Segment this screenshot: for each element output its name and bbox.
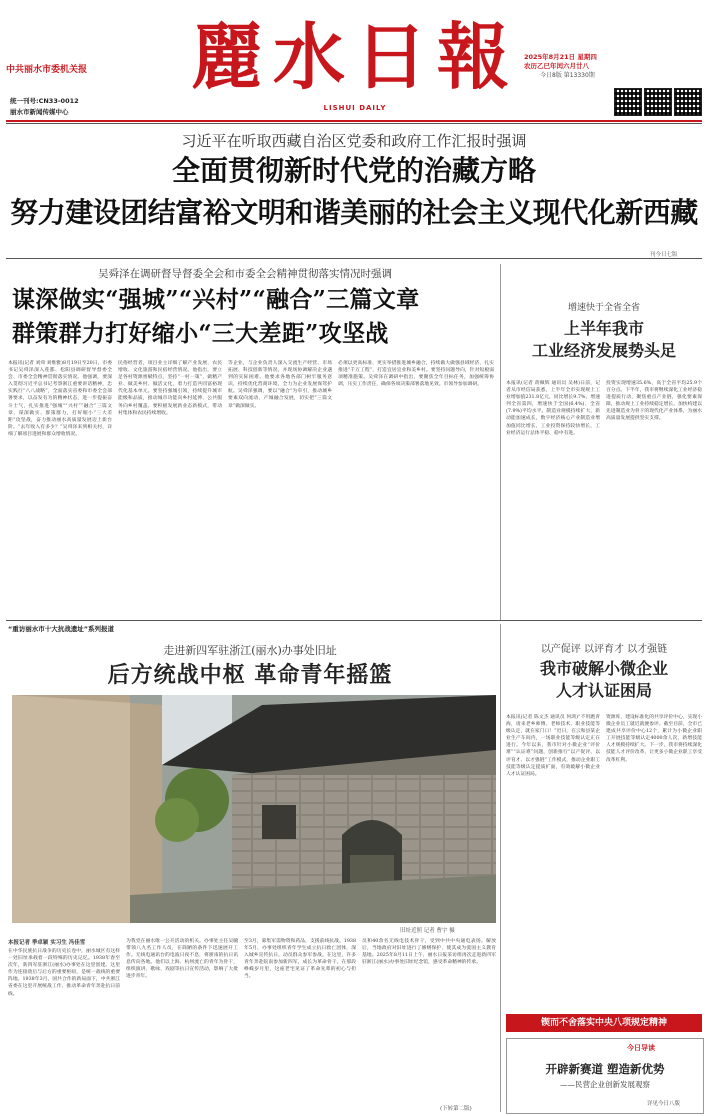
revolution-byline: 本报记者 季卓颖 实习生 冯佳雪 (8, 940, 86, 946)
revolution-column-3: 至3月，募集军需物资和药品，支援前线抗战。1938年5月，办事处组织青年学生成立抗日救亡团体，深入城乡宣传抗日，动员群众参军参战。在这里，许多青年奔赴皖南参加新四军，成长为革命骨干。在那段峥嵘岁月里，这座老宅见证了革命先辈的初心与担当。 (244, 939, 356, 980)
story2-column-2: 民俗经营者，项目业主详细了解产业发展、农民增收、文化旅游和民宿经营情况。他指出，要立足各村资源禀赋特点，坚持“一村一策”，做精产业、做美乡村、做活文化，着力打造共同富裕现代化基本单元。要坚持强城引领，持续提升城市能级和品质，推动城市功能向乡村延伸、公共服务向乡村覆盖。要积极发展新业态新模式，带动村集体和农民持续增收。 (118, 361, 222, 416)
column-divider-lower (500, 624, 501, 1112)
masthead-rule (6, 120, 702, 122)
masthead-title-en: LISHUI DAILY (323, 104, 387, 112)
series-label[interactable]: “重访丽水市十大抗战遗址”系列报道 (8, 625, 115, 633)
promo-headline: 开辟新赛道 塑造新优势 (545, 1062, 665, 1076)
story2-column-3: 等企业，与企业负责人深入交流生产经营、市场拓展、科技创新等情况，并现场协调解决企业遇到的实际困难。他要求各地各部门树牢服务意识，持续优化营商环境，全力为企业发展保驾护航。吴舜泽强调，要以“融合”为牵引，推动城乡要素双向流动、产城融合发展，切实把“三篇文章”做深做实。 (228, 361, 332, 409)
economy-column-1: 本报讯(记者 蒋佩辉 通讯员 吴林)日前，记者从市经信局获悉，上半年全市实现规上工业增加值231.8亿元，同比增长9.7%，增速列全省第四，增速快于全国(6.4%)、全省(7.9%)平均水平。制造业规模持续扩大，新动能加速成长，数字经济核心产业制造业增加值同比增长，工业投资保持较快增长，工业经济运行总体平稳、稳中有进。 (506, 381, 600, 436)
lunar-date: 农历乙巳年闰六月廿八 (524, 62, 589, 70)
sme-headline-1[interactable]: 我市破解小微企业 (539, 659, 668, 678)
revolution-column-2: 为我党在丽水唯一公开活动的机关。办事处主任吴毓带领八九名工作人员，在简陋的条件下迅速展开工作。无线电通讯台的电波日夜不息，将浙南的抗日讯息传向各地。他们以上海、杭州流亡的青年为骨干，组织演讲、歌咏、戏剧等抗日宣传活动，影响了大批进步青年。 (126, 939, 238, 980)
sme-column-1: 本报讯(记者 陈文杰 通讯员 何鸿)“不用跑青海，请来老乡师傅、老师技术、职业技能等级认定，就在家门口！”近日，在云和县某企业生产车间内，一场职业技能等级认定正在进行。今年以来，我市针对小微企业“评价难”“认证难”问题，创新推行“以产促评、以评育才、以才强链”工作模式，推动企业职工技能等级认定提质扩面，有效破解小微企业人才认证困局。 (506, 715, 600, 777)
story2-column-1: 本报讯(记者 刘舜 刘维雅)8月19日至20日，市委书记吴舜泽深入莲都、松阳县调研督导督委全会、市委全会精神贯彻落实情况。他强调，要深入贯彻习近平总书记考察浙江重要讲话精神，忠实践行“八八战略”，全面落实省委和市委全会部署要求，以奋发有为的精神状态，进一步提振奋斗士气，扎实推进“强城”“兴村”“融合”三篇文章，谋深做实、群策群力，打好缩小“三大差距”攻坚战，奋力推动丽水高质量发展迈上新台阶。“去年收入有多少？”吴舜泽来到相关村，详细了解项目进展和群众增收情况。 (8, 361, 112, 437)
story2-kicker: 吴舜泽在调研督导督委全会和市委全会精神贯彻落实情况时强调 (98, 268, 392, 280)
story2-column-4: 必须以更高标准、更实举措推进城乡融合，持续做大做强县域经济，扎实推进“千万工程”，打造宜居宜业和美乡村。要坚持问题导向，针对短板弱项精准施策。吴舜泽在调研中指出，要聚焦全年目标任务，加强统筹协调，压实工作责任，确保各项决策部署落地见效。市领导参加调研。 (338, 361, 494, 388)
sme-kicker: 以产促评 以评育才 以才强链 (540, 644, 668, 655)
page-count: 今日8版 第13330期 (540, 72, 595, 79)
revolution-column-1: 在中华民族抗日战争的历史长卷中，丽水城区有这样一处旧址承载着一段特殊的历史记忆。1938年春至次年，新四军驻浙江(丽水)办事处在这里创建。这里作为连接敌后与后方的重要枢纽，是统一战线的重要阵地。1938年3月，国共合作的新局面下，中共浙江省委在这里开展统战工作，推动革命青年奔赴抗日前线。 (8, 949, 120, 997)
heritage-site-photo[interactable] (12, 695, 496, 923)
lead-headline-2[interactable]: 努力建设团结富裕文明和谐美丽的社会主义现代化新西藏 (10, 196, 698, 229)
economy-kicker: 增速快于全省全省 (567, 303, 640, 313)
qr-code-3[interactable] (674, 88, 702, 116)
masthead-rule-thin (6, 123, 702, 124)
policy-banner[interactable]: 锲而不舍落实中央八项规定精神 (506, 1014, 702, 1032)
qr-code-1[interactable] (614, 88, 642, 116)
economy-column-2: 投资实现增速35.6%，高于全省平均25.9个百分点。下半年，我市将继续深化工业经济稳进提质行动，聚焦重点产业链，强化要素保障，推动规上工业持续稳定增长，加快构建以先进制造业为骨干的现代化产业体系，为丽水高质量发展提供坚实支撑。 (606, 381, 702, 422)
sme-headline-2[interactable]: 人才认证困局 (555, 681, 652, 700)
promo-ref: 详见今日八版 (647, 1101, 681, 1107)
publisher-label: 丽水市新闻传媒中心 (10, 108, 69, 116)
issue-date: 2025年8月21日 星期四 (524, 53, 597, 61)
promo-label: 今日导读 (627, 1044, 655, 1052)
sme-column-2: 资源库，建设标准化的共享评价中心，实现小微企业员工就近就便参评。截至目前，全市已建成共享评价中心12个，累计为小微企业职工开展技能等级认定4000余人次，新增技能人才规模持续扩大。下一步，我市将持续深化技能人才评价改革，让更多小微企业职工享受改革红利。 (606, 715, 702, 763)
party-organ-label: 中共丽水市委机关报 (6, 65, 88, 75)
promo-subheadline: ——民营企业创新发展观察 (560, 1080, 650, 1089)
issn-label: 统一刊号:CN33-0012 (10, 97, 79, 105)
revolution-headline[interactable]: 后方统战中枢 革命青年摇篮 (107, 662, 393, 688)
lead-headline-1[interactable]: 全面贯彻新时代党的治藏方略 (171, 154, 536, 187)
qr-code-2[interactable] (644, 88, 672, 116)
revolution-kicker: 走进新四军驻浙江(丽水)办事处旧址 (163, 644, 337, 657)
lead-continued[interactable]: 刊今日七版 (650, 252, 678, 258)
story2-headline-2[interactable]: 群策群力打好缩小“三大差距”攻坚战 (12, 320, 389, 347)
section-divider-2 (6, 620, 702, 621)
section-divider-1 (6, 258, 702, 259)
revolution-continued[interactable]: (下转第二版) (440, 1106, 472, 1112)
heritage-site-illustration (12, 695, 496, 923)
column-divider-right (500, 264, 501, 620)
lead-kicker: 习近平在听取西藏自治区党委和政府工作汇报时强调 (181, 132, 527, 150)
promo-box[interactable] (506, 1038, 704, 1114)
masthead-title: 麗水日報 (190, 14, 519, 99)
economy-headline-2[interactable]: 工业经济发展势头足 (531, 341, 676, 360)
photo-caption: 旧址近照 记者 曹宇 摄 (400, 928, 455, 934)
revolution-column-4: 员和40余名无线电技术骨干，受到中共中央通电表扬。解放后，当地政府对旧址进行了修缮保护，使其成为爱国主义教育基地。2025年8月11日上午，丽水日报采访组再次走进新四军驻浙江(丽水)办事处旧址纪念馆，感受革命精神的传承。 (362, 939, 496, 966)
story2-headline-1[interactable]: 谋深做实“强城”“兴村”“融合”三篇文章 (12, 286, 420, 313)
economy-headline-1[interactable]: 上半年我市 (563, 319, 644, 338)
